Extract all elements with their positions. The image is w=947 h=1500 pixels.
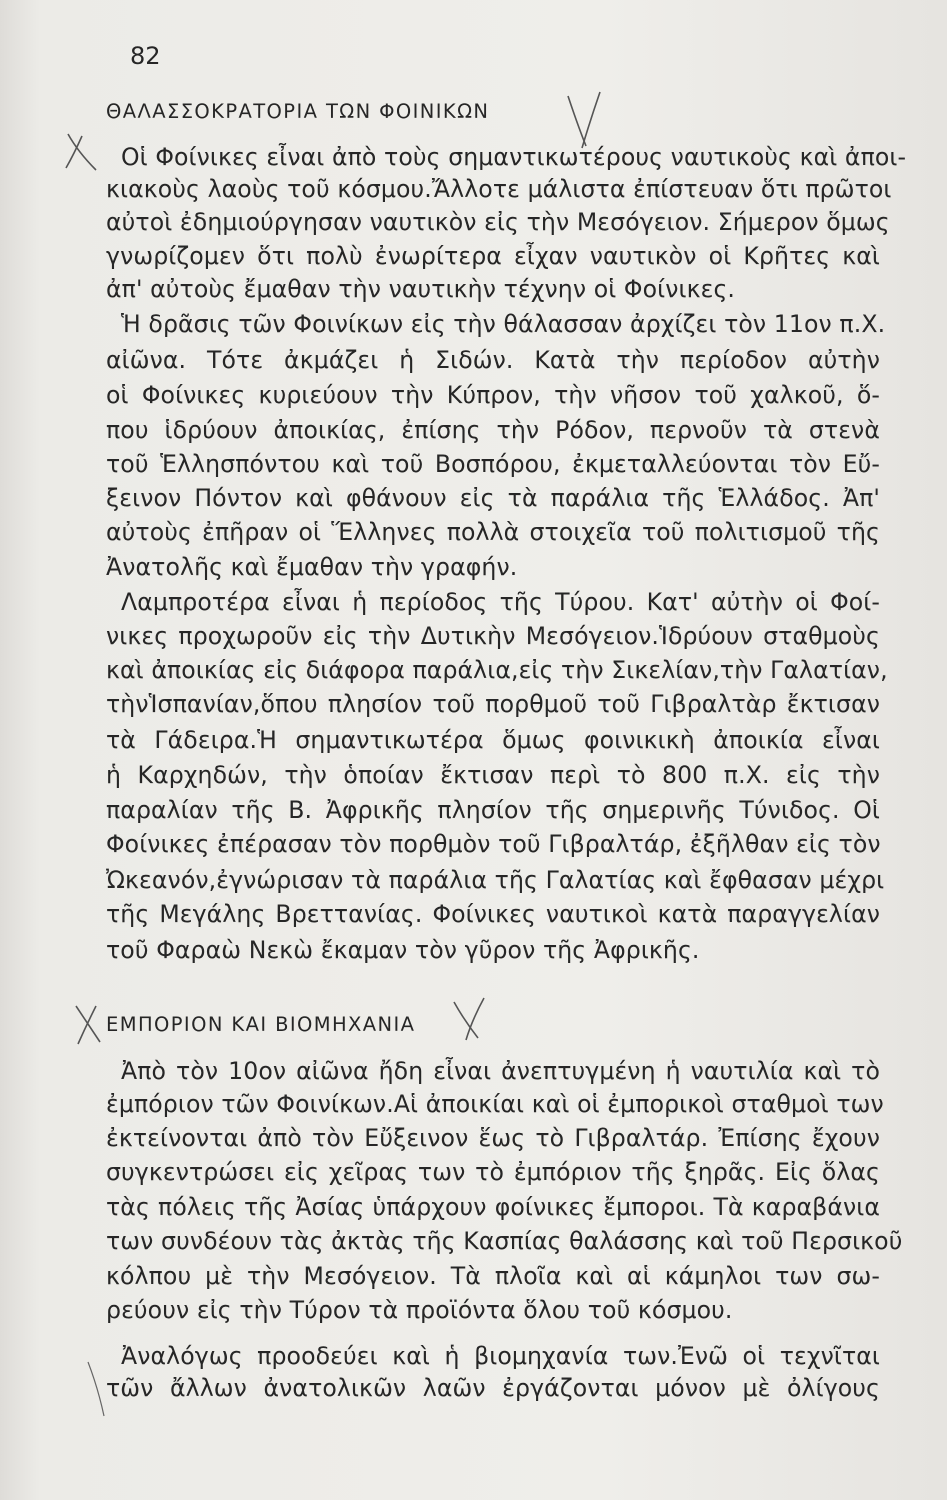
text-line: Ἀνατολῆς καὶ ἔμαθαν τὴν γραφήν. xyxy=(106,553,518,581)
text-line: κιακοὺς λαοὺς τοῦ κόσμου.Ἄλλοτε μάλιστα ἐπίστευαν ὅτι πρῶτοι xyxy=(106,175,892,203)
text-line: των συνδέουν τὰς ἀκτὰς τῆς Κασπίας θαλάσσης καὶ τοῦ Περσικοῦ xyxy=(106,1227,903,1255)
text-line: κόλπου μὲ τὴν Μεσόγειον. Τὰ πλοῖα καὶ αἱ κάμηλοι των σω- xyxy=(106,1262,880,1290)
text-line: αἰῶνα. Τότε ἀκμάζει ἡ Σιδών. Κατὰ τὴν περίοδον αὐτὴν xyxy=(106,346,880,374)
text-line: Ὠκεανόν,ἐγνώρισαν τὰ παράλια τῆς Γαλατίας καὶ ἔφθασαν μέχρι xyxy=(106,866,885,894)
pencil-x-mark-icon xyxy=(58,130,108,180)
text-line: Ἀπὸ τὸν 10ον αἰῶνα ἤδη εἶναι ἀνεπτυγμένη ἡ ναυτιλία καὶ τὸ xyxy=(121,1057,880,1085)
text-line: Λαμπροτέρα εἶναι ἡ περίοδος τῆς Τύρου. Κατ' αὐτὴν οἱ Φοί- xyxy=(121,588,880,616)
text-line: αὐτοὶ ἐδημιούργησαν ναυτικὸν εἰς τὴν Μεσόγειον. Σήμερον ὅμως xyxy=(106,208,890,236)
text-line: Ἡ δρᾶσις τῶν Φοινίκων εἰς τὴν θάλασσαν ἀρχίζει τὸν 11ον π.Χ. xyxy=(121,310,886,338)
text-line: Φοίνικες ἐπέρασαν τὸν πορθμὸν τοῦ Γιβραλτάρ, ἐξῆλθαν εἰς τὸν xyxy=(106,830,881,858)
text-line: τὴνἹσπανίαν,ὅπου πλησίον τοῦ πορθμοῦ τοῦ Γιβραλτὰρ ἔκτισαν xyxy=(106,690,880,718)
text-line: ἡ Καρχηδών, τὴν ὁποίαν ἔκτισαν περὶ τὸ 800 π.Χ. εἰς τὴν xyxy=(106,761,880,789)
text-line: ξεινον Πόντον καὶ φθάνουν εἰς τὰ παράλια τῆς Ἑλλάδος. Ἀπ' xyxy=(106,484,880,512)
text-line: ἐμπόριον τῶν Φοινίκων.Αἱ ἀποικίαι καὶ οἱ ἐμπορικοὶ σταθμοὶ των xyxy=(106,1090,884,1118)
text-line: τοῦ Ἑλλησπόντου καὶ τοῦ Βοσπόρου, ἐκμεταλλεύονται τὸν Εὔ- xyxy=(106,450,880,478)
section-heading-commerce-industry: ΕΜΠΟΡΙΟΝ ΚΑΙ ΒΙΟΜΗΧΑΝΙΑ xyxy=(106,1013,416,1036)
section-heading-thalassocracy: ΘΑΛΑΣΣΟΚΡΑΤΟΡΙΑ ΤΩΝ ΦΟΙΝΙΚΩΝ xyxy=(106,100,490,123)
text-line: τὰς πόλεις τῆς Ἀσίας ὑπάρχουν φοίνικες ἔμποροι. Τὰ καραβάνια xyxy=(106,1193,880,1221)
pencil-x-mark-icon xyxy=(440,996,490,1046)
text-line: νικες προχωροῦν εἰς τὴν Δυτικὴν Μεσόγειον.Ἱδρύουν σταθμοὺς xyxy=(106,622,880,650)
page-number: 82 xyxy=(130,42,161,70)
text-line: γνωρίζομεν ὅτι πολὺ ἐνωρίτερα εἶχαν ναυτικὸν οἱ Κρῆτες καὶ xyxy=(106,242,880,270)
text-line: αὐτοὺς ἐπῆραν οἱ Ἕλληνες πολλὰ στοιχεῖα τοῦ πολιτισμοῦ τῆς xyxy=(106,518,880,546)
text-line: τὰ Γάδειρα.Ἡ σημαντικωτέρα ὅμως φοινικικὴ ἀποικία εἶναι xyxy=(106,726,880,754)
text-line: συγκεντρώσει εἰς χεῖρας των τὸ ἐμπόριον τῆς ξηρᾶς. Εἰς ὅλας xyxy=(106,1158,880,1186)
text-line: ἐκτείνονται ἀπὸ τὸν Εὔξεινον ἕως τὸ Γιβραλτάρ. Ἐπίσης ἔχουν xyxy=(106,1124,880,1152)
text-line: τῆς Μεγάλης Βρεττανίας. Φοίνικες ναυτικοὶ κατὰ παραγγελίαν xyxy=(106,900,880,928)
text-line: που ἱδρύουν ἀποικίας, ἐπίσης τὴν Ρόδον, περνοῦν τὰ στενὰ xyxy=(106,416,880,444)
text-line: τῶν ἄλλων ἀνατολικῶν λαῶν ἐργάζονται μόνον μὲ ὀλίγους xyxy=(106,1374,880,1402)
text-line: τοῦ Φαραὼ Νεκὼ ἔκαμαν τὸν γῦρον τῆς Ἀφρικῆς. xyxy=(106,936,700,964)
pencil-x-mark-icon xyxy=(66,1000,111,1050)
text-line: οἱ Φοίνικες κυριεύουν τὴν Κύπρον, τὴν νῆσον τοῦ χαλκοῦ, ὅ- xyxy=(106,381,880,409)
text-line: καὶ ἀποικίας εἰς διάφορα παράλια,εἰς τὴν Σικελίαν,τὴν Γαλατίαν, xyxy=(106,656,888,684)
text-line: παραλίαν τῆς Β. Ἀφρικῆς πλησίον τῆς σημερινῆς Τύνιδος. Οἱ xyxy=(106,796,880,824)
text-line: Ἀναλόγως προοδεύει καὶ ἡ βιομηχανία των.Ἐνῶ οἱ τεχνῖται xyxy=(121,1342,880,1370)
text-line: Οἱ Φοίνικες εἶναι ἀπὸ τοὺς σημαντικωτέρους ναυτικοὺς καὶ ἀποι- xyxy=(121,143,907,171)
text-line: ρεύουν εἰς τὴν Τύρον τὰ προϊόντα ὅλου τοῦ κόσμου. xyxy=(106,1296,733,1324)
text-line: ἀπ' αὐτοὺς ἔμαθαν τὴν ναυτικὴν τέχνην οἱ Φοίνικες. xyxy=(106,275,735,303)
